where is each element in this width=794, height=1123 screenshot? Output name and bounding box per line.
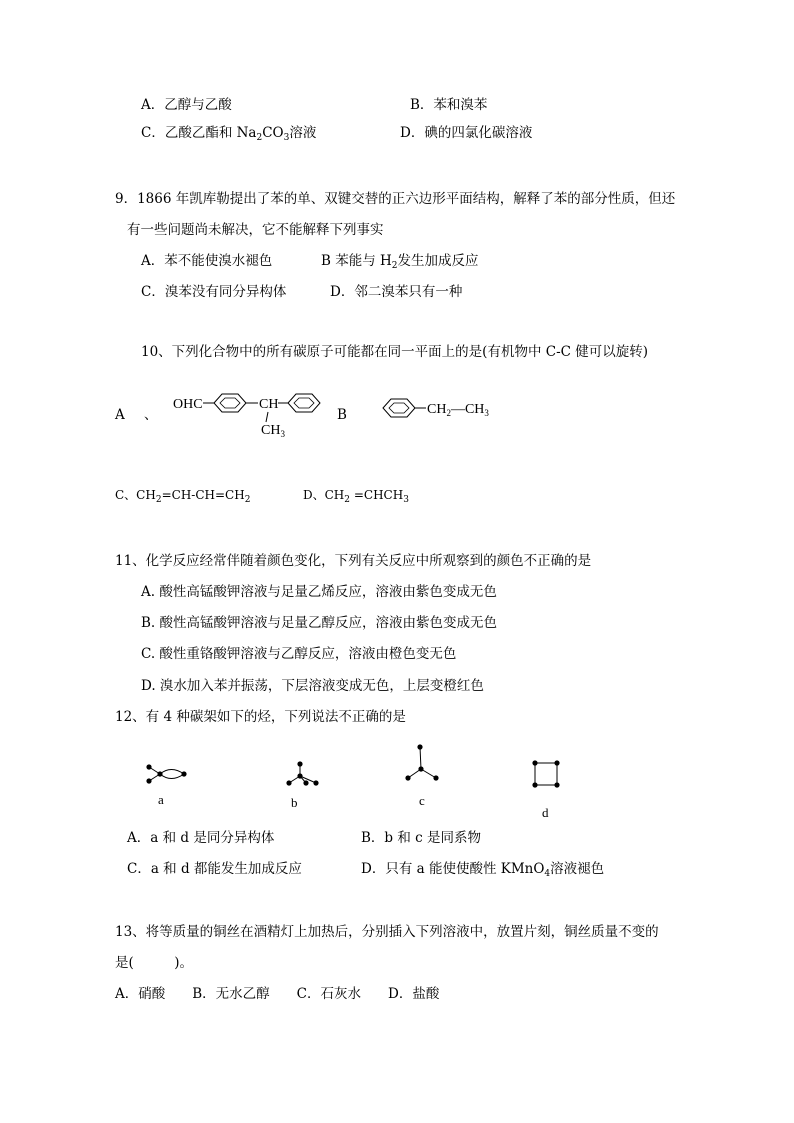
q11-option-a: A. 酸性高锰酸钾溶液与足量乙烯反应，溶液由紫色变成无色 [141,584,497,600]
q9-stem-line2: 有一些问题尚未解决，它不能解释下列事实 [127,222,384,238]
skeleton-d [532,760,559,787]
skeleton-c [405,744,438,780]
q10-option-d: D、$CH_2$ $=CHCH_3$ [303,488,409,505]
ch3-label: $CH_3$ [261,423,285,439]
q12-carbon-skeletons [140,755,600,825]
q9-option-b: B 苯能与 $H_2$发生加成反应 [321,253,479,271]
q12-stem: 12、有 4 种碳架如下的烃，下列说法不正确的是 [115,709,406,725]
q8-option-c: C．乙酸乙酯和 $Na_2CO_3$溶液 [141,125,317,143]
q12-option-a: A．a 和 d 是同分异构体 [127,830,275,846]
q10-option-a-separator: 、 [144,407,158,423]
label-a: a [158,792,164,807]
skeleton-a [146,764,186,783]
q12-option-d: D．只有 a 能使使酸性 KMnO$_4$溶液褪色 [361,861,605,879]
q10-option-c: C、$CH_2=CH-CH=CH_2$ [115,488,251,505]
ch-label: CH [259,397,279,412]
skeleton-b [286,761,318,785]
q11-option-d: D. 溴水加入苯并振荡，下层溶液变成无色，上层变橙红色 [141,678,484,694]
q9-option-d: D．邻二溴苯只有一种 [330,284,463,300]
q9-option-c: C．溴苯没有同分异构体 [141,284,287,300]
benzene-ring-left [214,394,246,412]
q10-structure-a [170,390,330,438]
benzene-ring-right [288,394,320,412]
benzene-ring [383,399,415,417]
q8-option-b: B．苯和溴苯 [410,97,488,113]
q11-option-b: B. 酸性高锰酸钾溶液与足量乙醇反应，溶液由紫色变成无色 [141,615,498,631]
q8-option-d: D．碘的四氯化碳溶液 [400,125,533,141]
label-d: d [542,805,549,820]
q8-option-a: A．乙醇与乙酸 [141,97,232,113]
q12-option-c: C．a 和 d 都能发生加成反应 [127,861,302,877]
q11-stem: 11、化学反应经常伴随着颜色变化，下列有关反应中所观察到的颜色不正确的是 [115,553,592,569]
ohc-label: OHC [173,397,203,412]
q13-stem-line1: 13、将等质量的铜丝在酒精灯上加热后，分别插入下列溶液中，放置片刻，铜丝质量不变的 [115,924,659,940]
q10-stem: 10、下列化合物中的所有碳原子可能都在同一平面上的是(有机物中 C-C 健可以旋转) [141,344,649,360]
q9-stem-line1: 9．1866 年凯库勒提出了苯的单、双键交替的正六边形平面结构，解释了苯的部分性质，但还 [115,191,676,207]
q13-stem-line2: 是( )。 [115,955,194,971]
label-c: c [419,793,425,808]
q9-option-a: A．苯不能使溴水褪色 [141,253,273,269]
q11-option-c: C. 酸性重铬酸钾溶液与乙醇反应，溶液由橙色变无色 [141,646,457,662]
label-b: b [291,795,298,810]
q12-option-b: B．b 和 c 是同系物 [361,830,481,846]
q10-structure-b [380,395,500,425]
q13-options: A．硝酸 B．无水乙醇 C．石灰水 D．盐酸 [115,986,440,1002]
ch2-ch3-label: $CH_2—CH_3$ [427,402,489,418]
q10-option-a-label: A [115,407,125,423]
q10-option-b-label: B [337,407,347,423]
